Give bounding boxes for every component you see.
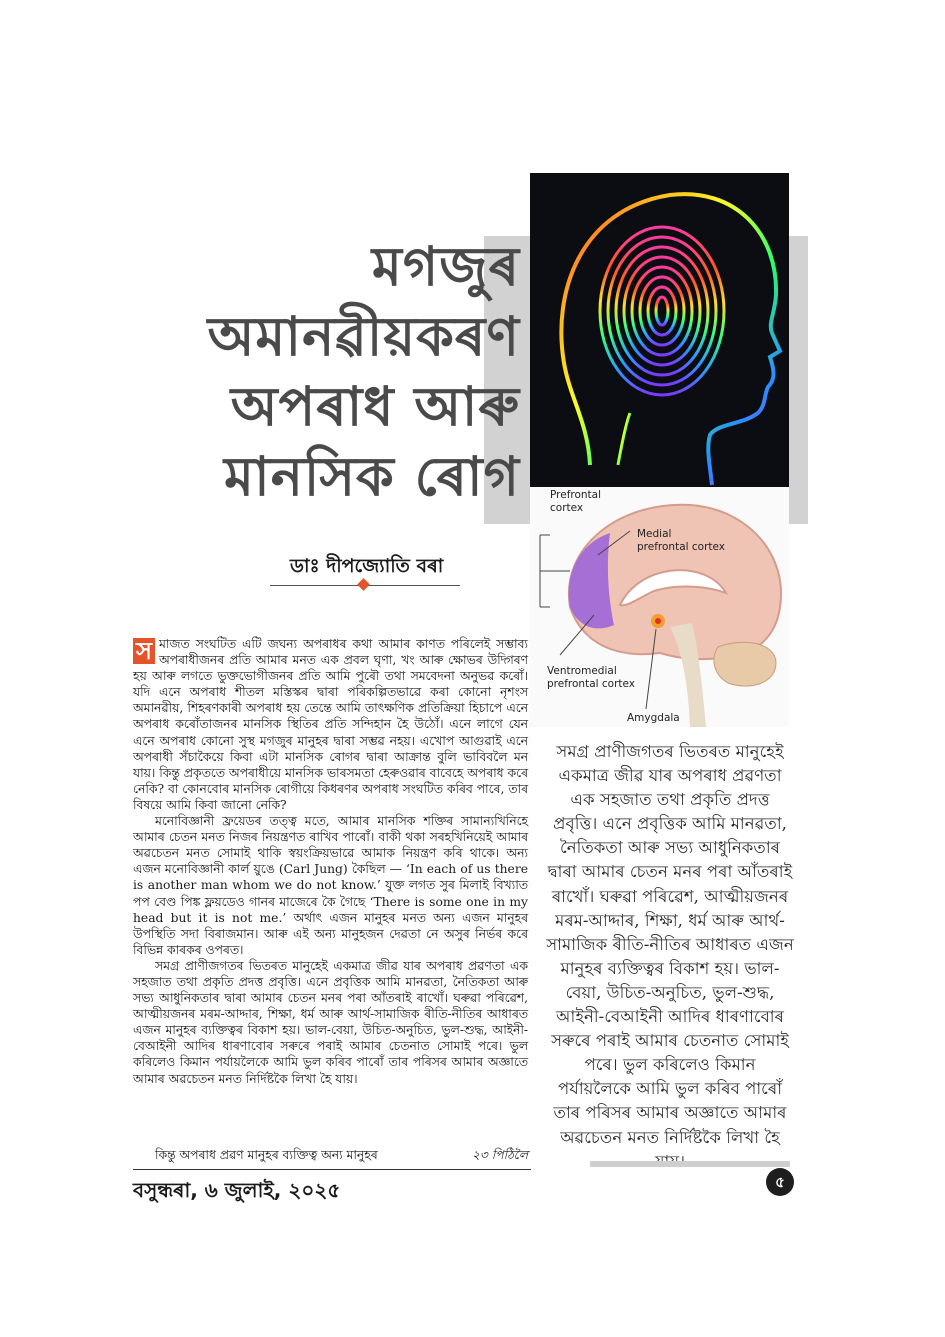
cerebellum-shape <box>714 642 776 686</box>
fingerprint-head-art <box>530 173 789 487</box>
title-line-4: মানসিক ৰোগ <box>224 445 520 508</box>
title-line-3: অপৰাধ আৰু <box>230 375 520 438</box>
title-line-2: অমানৱীয়কৰণ <box>207 305 520 368</box>
amygdala-core <box>655 618 661 624</box>
body-paragraph-2: মনোবিজ্ঞানী ফ্ৰয়েডৰ তত্ত্ব মতে, আমাৰ মানসিক শক্তিৰ সামান্যখিনিহে আমাৰ চেতন মনত নিজৰ নিয়ন্ত্ৰণত ৰাখিব পাৰোঁ। বাকী থকা সৰহখিনিয়েই আমাৰ অৱচেতন মনত সোমাই থাকি স্বয়ংক্ৰিয়ভাৱে আমাক নিয়ন্ত্ৰণ কৰি থাকে। অন্য এজন মনোবিজ্ঞানী কাৰ্ল য়ুঙে (Carl Jung) কৈছিল — ‘In each of us there is another man whom we do not know.’ যুক্ত লগত সুৰ মিলাই বিখ্যাত পপ বেণ্ড পিঙ্ক ফ্লয়ডেও গানৰ মাজেৰে কৈ গৈছে ‘There is some one in my head but it is not me.’ অৰ্থাৎ এজন মানুহৰ মনত অন্য এজন মানুহৰ উপস্থিতি সদা বিৰাজমান। আৰু এই অন্য মানুহজন দেৱতা নে অসুৰ নিৰ্ভৰ কৰে বিভিন্ন কাৰকৰ ওপৰত। <box>133 814 528 957</box>
page-number: ৫ <box>766 1168 794 1196</box>
body-paragraph-1 <box>133 636 528 813</box>
footer-divider <box>133 1169 531 1170</box>
prefrontal-region <box>569 533 614 628</box>
body-paragraph-3: সমগ্ৰ প্ৰাণীজগতৰ ভিতৰত মানুহেই একমাত্ৰ জীৱ যাৰ অপৰাধ প্ৰৱণতা এক সহজাত তথা প্ৰকৃতি প্ৰদত্ত প্ৰবৃত্তি। এনে প্ৰবৃত্তিক আমি মানৱতা, নৈতিকতা আৰু সভ্য আধুনিকতাৰ দ্বাৰা আমাৰ চেতন মনৰ পৰা আঁতৰাই ৰাখোঁ। ঘৰুৱা পৰিৱেশ, আত্মীয়জনৰ মৰম-আদ্দাৰ, শিক্ষা, ধৰ্ম আৰু আৰ্থ-সামাজিক ৰীতি-নীতিৰ আধাৰত এজন মানুহৰ ব্যক্তিত্বৰ বিকাশ হয়। ভাল-বেয়া, উচিত-অনুচিত, ভুল-শুদ্ধ, আইনী-বেআইনী আদিৰ ধাৰণাবোৰ সৰুৰে পৰাই আমাৰ চেতনাত সোমাই পৰে। ভুল কৰিলেও কিমান পৰ্যায়লৈকে আমি ভুল কৰিব পাৰোঁ তাৰ পৰিসৰ আমাৰ অজ্ঞাতে আমাৰ অৱচেতন মনত নিৰ্দিষ্টকৈ লিখা হৈ যায়। <box>133 958 528 1086</box>
label-medial-prefrontal-cortex: Medial prefrontal cortex <box>637 528 725 553</box>
article-body <box>133 636 528 1087</box>
brain-diagram <box>530 487 789 727</box>
fingerprint-head-illustration <box>530 173 789 487</box>
brain-sagittal-art <box>530 487 789 727</box>
label-ventromedial-prefrontal-cortex: Ventromedial prefrontal cortex <box>547 665 635 690</box>
page-jump: ২৩ পিঠিলৈ <box>471 1148 528 1162</box>
title-line-1: মগজুৰ <box>371 235 520 298</box>
article-title <box>200 232 520 512</box>
magazine-footer: বসুন্ধৰা, ৬ জুলাই, ২০২৫ <box>133 1178 341 1202</box>
continuation-line <box>133 1147 528 1167</box>
author-byline: ডাঃ দীপজ্যোতি বৰা <box>290 555 444 577</box>
continuation-text: কিন্তু অপৰাধ প্ৰৱণ মানুহৰ ব্যক্তিত্ব অন্য মানুহৰ <box>155 1148 378 1162</box>
body-paragraph-1-text: মাজত সংঘটিত এটি জঘন্য অপৰাধৰ কথা আমাৰ কাণত পৰিলেই সম্ভাব্য অপৰাধীজনৰ প্ৰতি আমাৰ মনত এক প্ৰবল ঘৃণা, খং আৰু ক্ষোভৰ উদ্গিৰণ হয় আৰু লগতে ভুক্তভোগীজনৰ প্ৰতি আমি পুৰৌ তথা সমবেদনা অনুভৱ কৰোঁ। যদি এনে অপৰাধ শীতল মস্তিস্কৰ দ্বাৰা পৰিকল্পিতভাৱে কৰা কোনো নৃশংস অমানৱীয়, শিহৰণকাৰী অপৰাধ হয় তেন্তে আমি তাৎক্ষণিক প্ৰতিক্ৰিয়া হিচাপে এনে অপৰাধ কৰোঁতাজনৰ মানসিক স্থিতিৰ প্ৰতি সন্দিহান হৈ উঠোঁ। এনে লাগে যেন এনে অপৰাধ কোনো সুস্থ মগজুৰ মানুহৰ দ্বাৰা সম্ভৱ নহয়। এখোপ আগুৱাই এনে অপৰাধী সঁচাকৈয়ে কিবা এটা মানসিক ৰোগৰ দ্বাৰা আক্ৰান্ত বুলি ভাবিবলৈ মন যায়। কিন্তু প্ৰকৃততে অপৰাধীয়ে মানসিক ভাৰসমতা হেৰুওৱাৰ বাবেহে অপৰাধ কৰে নেকি? বা কোনবোৰ মানসিক ৰোগীয়ে কিধৰণৰ অপৰাধ সংঘটিত কৰিব পাৰে, তাৰ বিষয়ে আমি কিবা জানো নেকি? <box>133 637 528 812</box>
label-amygdala: Amygdala <box>627 712 680 724</box>
label-prefrontal-cortex: Prefrontal cortex <box>550 489 602 514</box>
drop-cap: স <box>133 638 155 664</box>
pull-quote: সমগ্ৰ প্ৰাণীজগতৰ ভিতৰত মানুহেই একমাত্ৰ জীৱ যাৰ অপৰাধ প্ৰৱণতা এক সহজাত তথা প্ৰকৃতি প্ৰদত্ত প্ৰবৃত্তি। এনে প্ৰবৃত্তিক আমি মানৱতা, নৈতিকতা আৰু সভ্য আধুনিকতাৰ দ্বাৰা আমাৰ চেতন মনৰ পৰা আঁতৰাই ৰাখোঁ। ঘৰুৱা পৰিৱেশ, আত্মীয়জনৰ মৰম-আদ্দাৰ, শিক্ষা, ধৰ্ম আৰু আৰ্থ-সামাজিক ৰীতি-নীতিৰ আধাৰত এজন মানুহৰ ব্যক্তিত্বৰ বিকাশ হয়। ভাল-বেয়া, উচিত-অনুচিত, ভুল-শুদ্ধ, আইনী-বেআইনী আদিৰ ধাৰণাবোৰ সৰুৰে পৰাই আমাৰ চেতনাত সোমাই পৰে। ভুল কৰিলেও কিমান পৰ্যায়লৈকে আমি ভুল কৰিব পাৰোঁ তাৰ পৰিসৰ আমাৰ অজ্ঞাতে আমাৰ অৱচেতন মনত নিৰ্দিষ্টকৈ লিখা হৈ <box>546 742 794 1147</box>
pull-quote-rule <box>590 1161 790 1167</box>
